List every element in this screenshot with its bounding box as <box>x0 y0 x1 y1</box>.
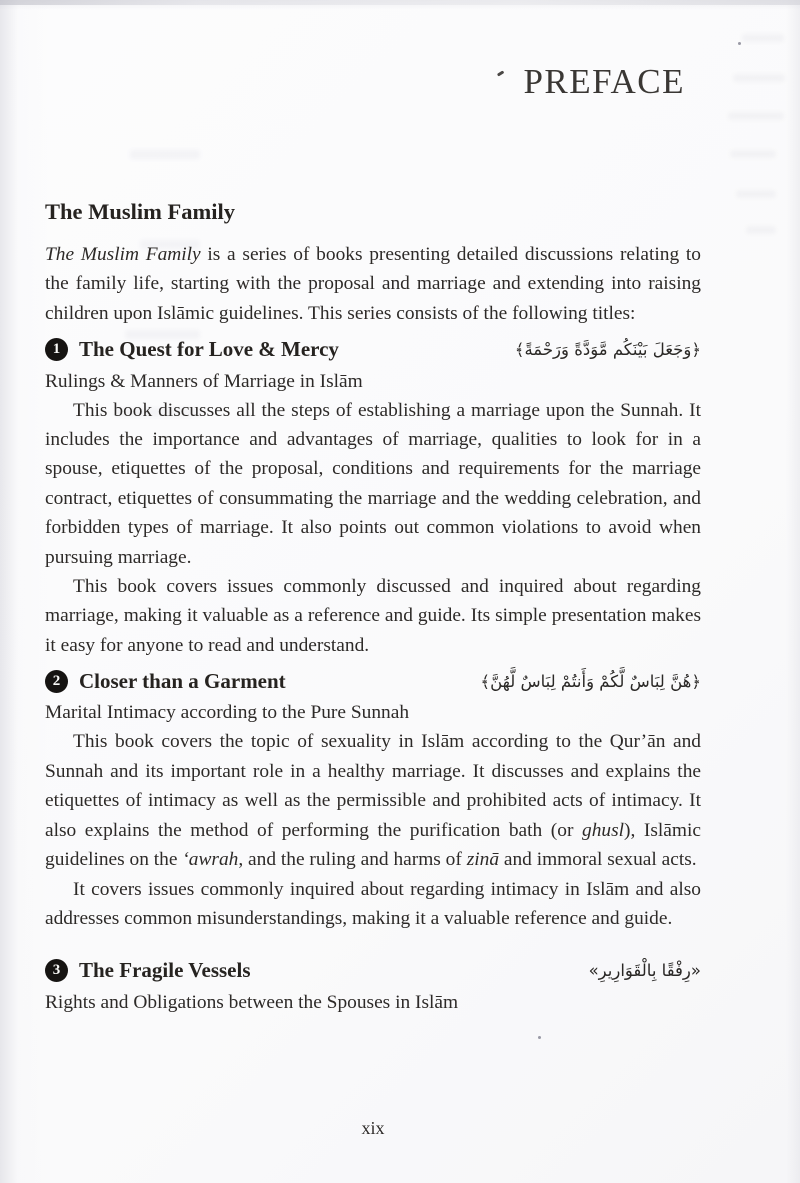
bleed-through-artifact <box>730 150 776 158</box>
bleed-through-artifact <box>736 190 776 198</box>
bleed-through-artifact <box>742 34 784 42</box>
book-subtitle: Rights and Obligations between the Spouses in Islām <box>45 991 459 1013</box>
book-title: The Quest for Love & Mercy <box>79 337 339 362</box>
book-number-badge: 2 <box>45 670 68 693</box>
scan-speck <box>738 42 741 45</box>
book-paragraph: This book covers issues commonly discussed and inquired about regarding marriage, making it valuable as a reference and guide. Its simple presentation makes it easy for anyone to read and understand. <box>45 575 701 656</box>
book-arabic-quote: ﴿هُنَّ لِبَاسٌ لَّكُمْ وَأَنتُمْ لِبَاسٌ لَّهُنَّ﴾ <box>480 672 701 692</box>
book-paragraph: This book discusses all the steps of establishing a marriage upon the Sunnah. It includes the importance and advantages of marriage, qualities to look for in a spouse, etiquettes of the proposal, conditions and requirements for the marriage contract, etiquettes of consummating the marriage and the wedding celebration, and forbidden types of marriage. It also points out common violations to avoid when pursuing marriage. <box>45 399 701 568</box>
book-arabic-quote: «رِفْقًا بِالْقَوَارِيرِ» <box>588 961 701 981</box>
bleed-through-artifact <box>746 226 776 234</box>
page-content <box>45 198 701 1017</box>
book-number-badge: 1 <box>45 338 68 361</box>
book-heading-row <box>45 668 701 695</box>
book-paragraph: This book covers the topic of sexuality in Islām according to the Qur’ān and Sunnah and its important role in a healthy marriage. It discusses and explains the etiquettes of intimacy as well as the permissible and prohibited acts of intimacy. It also explains the method of performing the purification bath (or ghusl), Islāmic guidelines on the ‘awrah, and the ruling and harms of zinā and immoral sexual acts. <box>45 731 701 871</box>
book-entry-3 <box>45 957 701 1016</box>
section-heading: The Muslim Family <box>45 199 235 224</box>
book-subtitle: Rulings & Manners of Marriage in Islām <box>45 370 363 392</box>
book-heading-row <box>45 336 701 363</box>
book-heading-row <box>45 957 701 984</box>
page-title: PREFACE <box>523 62 685 101</box>
page-number: xix <box>361 1118 385 1138</box>
scan-speck <box>538 1036 541 1039</box>
book-number-badge: 3 <box>45 959 68 982</box>
scan-top-edge <box>0 0 800 5</box>
intro-paragraph: The Muslim Family is a series of books presenting detailed discussions relating to the family life, starting with the proposal and marriage and extending into raising children upon Islāmic guidelines. This series consists of the following titles: <box>45 244 701 324</box>
bleed-through-artifact <box>728 112 784 120</box>
book-paragraph: It covers issues commonly inquired about regarding intimacy in Islām and also addresses common misunderstandings, making it a valuable reference and guide. <box>45 878 701 929</box>
book-title: Closer than a Garment <box>79 669 286 694</box>
bleed-through-artifact <box>733 74 785 82</box>
book-entry-2 <box>45 668 701 933</box>
book-arabic-quote: ﴿وَجَعَلَ بَيْنَكُم مَّوَدَّةً وَرَحْمَةً﴾ <box>514 340 701 360</box>
book-entry-1 <box>45 336 701 660</box>
book-subtitle: Marital Intimacy according to the Pure Sunnah <box>45 702 410 724</box>
book-title: The Fragile Vessels <box>79 958 251 983</box>
bleed-through-artifact <box>130 150 200 159</box>
